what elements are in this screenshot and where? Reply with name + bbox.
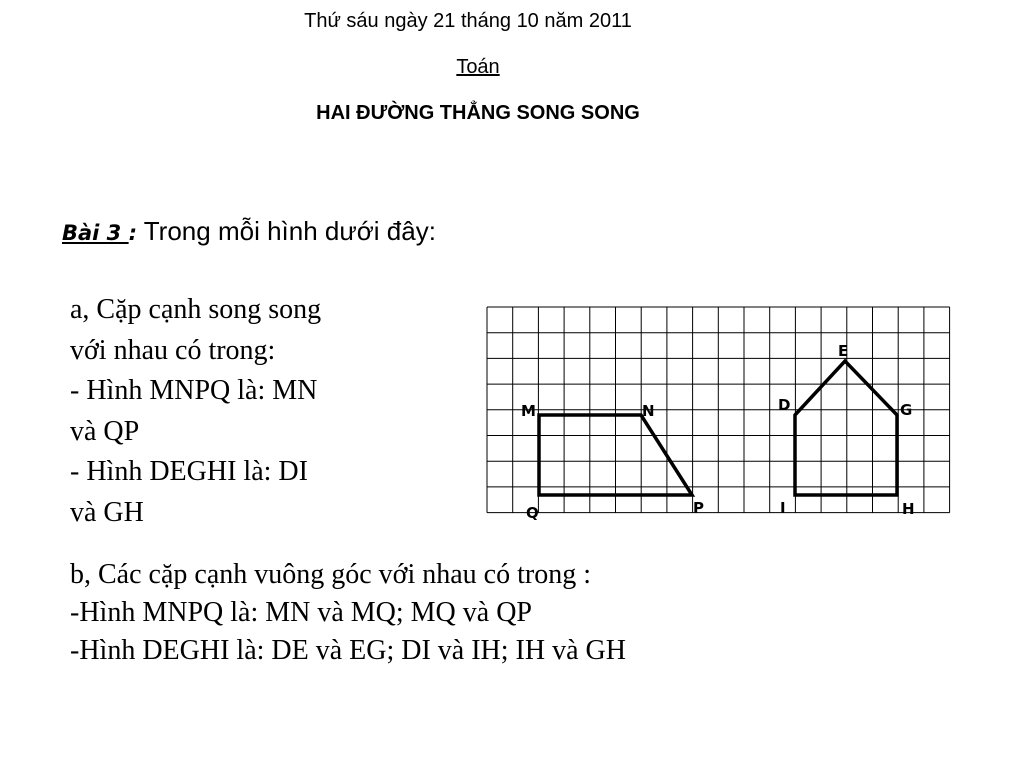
part-b-line: -Hình MNPQ là: MN và MQ; MQ và QP	[70, 597, 532, 628]
point-label-h: H	[902, 500, 915, 518]
part-a-line: - Hình DEGHI là: DI	[70, 456, 308, 487]
part-a-line: - Hình MNPQ là: MN	[70, 375, 318, 406]
point-label-p: P	[693, 499, 704, 517]
lesson-date: Thứ sáu ngày 21 tháng 10 năm 2011	[304, 10, 632, 32]
point-label-n: N	[642, 402, 655, 420]
grid-lines	[487, 307, 950, 513]
point-label-q: Q	[526, 504, 539, 522]
point-label-i: I	[780, 499, 786, 517]
subject-title: Toán	[456, 56, 500, 78]
point-label-m: M	[521, 402, 536, 420]
part-a-line: và GH	[70, 496, 144, 528]
point-label-g: G	[900, 401, 913, 419]
part-b-line: b, Các cặp cạnh vuông góc với nhau có trong :	[70, 559, 591, 590]
part-b-line: -Hình DEGHI là: DE và EG; DI và IH; IH và GH	[70, 635, 626, 666]
exercise-prompt: Trong mỗi hình dưới đây:	[137, 216, 436, 246]
lesson-title: HAI ĐƯỜNG THẲNG SONG SONG	[316, 102, 640, 124]
exercise-label: Bài 3 :	[62, 221, 138, 245]
shape-deghi	[795, 361, 897, 495]
part-a-line: và QP	[70, 415, 140, 447]
part-a-line: a, Cặp cạnh song song	[70, 294, 322, 325]
point-label-d: D	[778, 396, 791, 414]
part-a-line: với nhau có trong:	[70, 334, 276, 366]
point-label-e: E	[838, 342, 849, 360]
